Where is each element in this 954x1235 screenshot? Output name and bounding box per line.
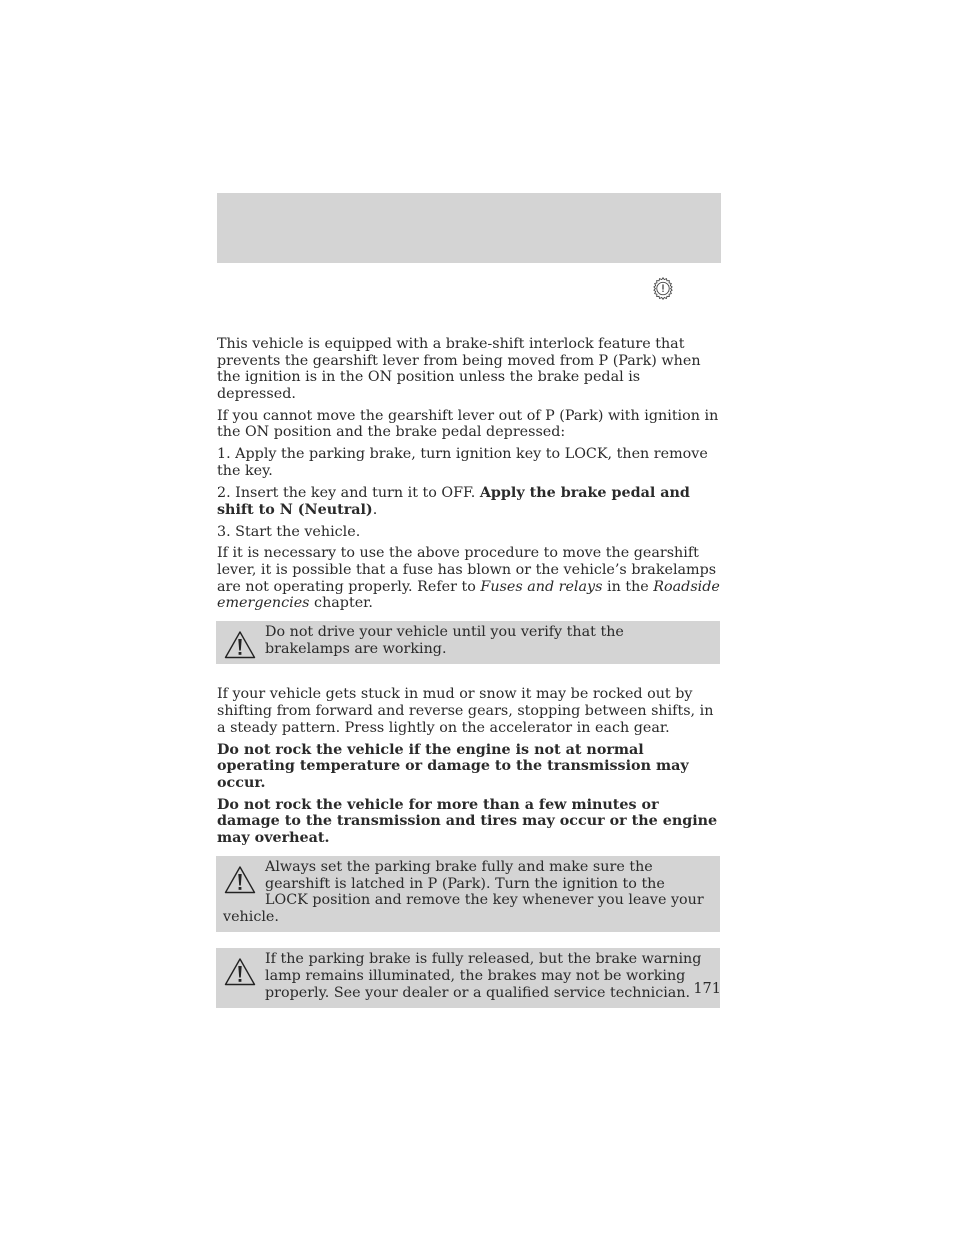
fuse-text-c: chapter. [309, 595, 373, 612]
step-2-emphasis: Apply the brake pedal and shift to N (Neutral) [217, 484, 690, 518]
warning-triangle-icon [223, 956, 257, 988]
step-3: 3. Start the vehicle. [217, 523, 361, 540]
warning-triangle-icon [223, 629, 257, 661]
step-1: 1. Apply the parking brake, turn ignition key to LOCK, then remove the key. [217, 446, 708, 479]
warning-box [216, 856, 720, 932]
rocking-caution-temperature: Do not rock the vehicle if the engine is not at normal operating temperature or damage to the transmission may occur. [217, 741, 689, 791]
roadside-emergencies-reference: Roadside emergencies [217, 578, 720, 612]
warning-box [216, 621, 720, 664]
step-2 [217, 485, 723, 518]
warning-text: Always set the parking brake fully and make sure the gearshift is latched in P (Park). Turn the ignition to the LOCK position and remove the key whenever you leave your vehicle. [223, 858, 704, 925]
page-content [217, 336, 723, 1014]
page-number: 171 [693, 981, 721, 997]
gear-icon [651, 276, 675, 300]
fuse-paragraph [217, 545, 723, 611]
fuse-text-b: in the [602, 578, 654, 595]
warning-box [216, 948, 720, 1008]
warning-text: Do not drive your vehicle until you verify that the brakelamps are working. [265, 624, 624, 657]
rocking-paragraph: If your vehicle gets stuck in mud or snow it may be rocked out by shifting from forward and reverse gears, stopping between shifts, in a steady pattern. Press lightly on the accelerator in each gear. [217, 686, 714, 736]
intro-paragraph: This vehicle is equipped with a brake-shift interlock feature that prevents the gearshift lever from being moved from P (Park) when the ignition is in the ON position unless the brake pedal is depressed. [217, 336, 701, 402]
step-2-end: . [372, 501, 378, 518]
cannot-move-paragraph: If you cannot move the gearshift lever out of P (Park) with ignition in the ON position and the brake pedal depressed: [217, 407, 719, 441]
step-2-text: 2. Insert the key and turn it to OFF. [217, 484, 480, 501]
section-header-band [217, 193, 721, 263]
fuses-relays-reference: Fuses and relays [480, 578, 603, 595]
fuse-text-a: If it is necessary to use the above procedure to move the gearshift lever, it is possible that a fuse has blown or the vehicle’s brakelamps are not operating properly. Refer to [217, 545, 717, 595]
rocking-caution-duration: Do not rock the vehicle for more than a few minutes or damage to the transmission and tires may occur or the engine may overheat. [217, 796, 718, 846]
warning-text: If the parking brake is fully released, but the brake warning lamp remains illuminated, the brakes may not be working properly. See your dealer or a qualified service technician. [265, 951, 702, 1001]
warning-triangle-icon [223, 864, 257, 896]
